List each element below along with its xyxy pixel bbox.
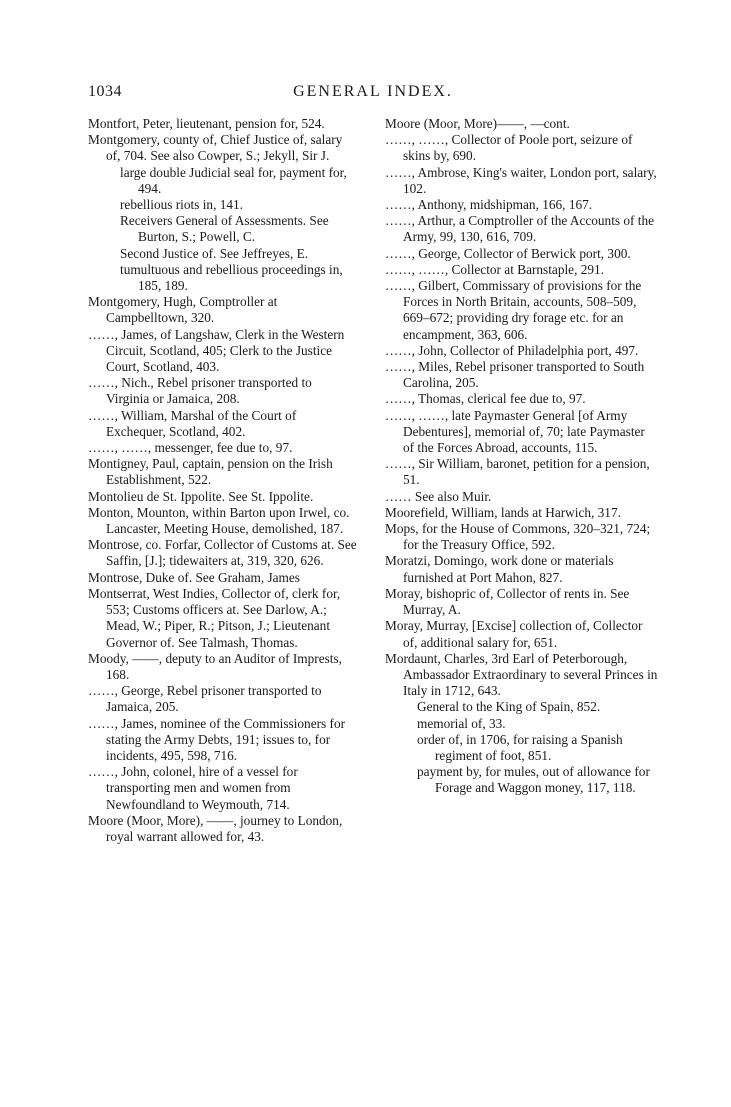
index-subentry: General to the King of Spain, 852.: [417, 699, 601, 715]
index-entry: ……, Thomas, clerical fee due to, 97.: [385, 391, 586, 407]
index-entry: Moray, Murray, [Excise] collection of, Collector of, additional salary for, 651.: [385, 618, 643, 650]
index-subentry: memorial of, 33.: [417, 715, 506, 731]
index-entry: …… See also Muir.: [385, 488, 492, 504]
index-entry: ……, ……, messenger, fee due to, 97.: [88, 440, 293, 456]
index-entry: Moray, bishopric of, Collector of rents in. See Murray, A.: [385, 585, 630, 618]
index-entry: ……, James, nominee of the Commissioners for stating the Army Debts, 191; issues to, for incidents, 495, 598, 716.: [88, 715, 346, 763]
index-entry: Montolieu de St. Ippolite. See St. Ippolite.: [88, 488, 314, 504]
index-subentry: Receivers General of Assessments. See Burton, S.; Powell, C.: [120, 213, 329, 245]
index-entry: ……, Gilbert, Commissary of provisions for the Forces in North Britain, accounts, 508–509, 669–672; providing dry forage etc. for an encampment, 363, 606.: [385, 278, 642, 342]
index-entry: Montserrat, West Indies, Collector of, clerk for, 553; Customs officers at. See Darlow, A.; Mead, W.; Piper, R.; Pitson, J.; Lieutenant Governor of. See Talmash, Thomas.: [88, 585, 341, 650]
right-column: [385, 116, 659, 797]
index-entry: ……, Arthur, a Comptroller of the Accounts of the Army, 99, 130, 616, 709.: [385, 213, 655, 245]
index-entry: ……, Anthony, midshipman, 166, 167.: [385, 197, 593, 213]
index-entry: Montgomery, county of, Chief Justice of, salary of, 704. See also Cowper, S.; Jekyll, Sir J.: [88, 132, 343, 164]
index-entry: Moore (Moor, More)——, —cont.: [385, 116, 570, 131]
index-entry: Montigney, Paul, captain, pension on the Irish Establishment, 522.: [88, 456, 333, 488]
index-entry: Montrose, co. Forfar, Collector of Customs at. See Saffin, [J.]; tidewaiters at, 319, 320, 626.: [88, 537, 357, 569]
index-entry: ……, James, of Langshaw, Clerk in the Western Circuit, Scotland, 405; Clerk to the Justice Court, Scotland, 403.: [88, 326, 345, 375]
index-entry: Monton, Mounton, within Barton upon Irwel, co. Lancaster, Meeting House, demolished, 187.: [88, 504, 350, 537]
index-entry: ……, Sir William, baronet, petition for a pension, 51.: [385, 456, 650, 488]
index-entry: ……, Ambrose, King's waiter, London port, salary, 102.: [385, 164, 657, 196]
index-entry: Montgomery, Hugh, Comptroller at Campbelltown, 320.: [88, 294, 278, 326]
index-entry: ……, Nich., Rebel prisoner transported to Virginia or Jamaica, 208.: [88, 375, 312, 407]
index-entry: ……, ……, Collector of Poole port, seizure of skins by, 690.: [385, 132, 633, 164]
index-entry: ……, William, Marshal of the Court of Exchequer, Scotland, 402.: [88, 407, 297, 439]
index-entry: Moratzi, Domingo, work done or materials furnished at Port Mahon, 827.: [385, 553, 614, 585]
page-header: [88, 83, 658, 105]
index-entry: ……, John, colonel, hire of a vessel for transporting men and women from Newfoundland to Weymouth, 714.: [88, 764, 298, 812]
index-subentry: order of, in 1706, for raising a Spanish regiment of foot, 851.: [417, 731, 623, 763]
index-entry: ……, ……, late Paymaster General [of Army Debentures], memorial of, 70; late Paymaster of the Forces Abroad, accounts, 115.: [385, 407, 645, 456]
index-entry: Moorefield, William, lands at Harwich, 317.: [385, 504, 621, 520]
page-number: 1034: [88, 83, 122, 100]
index-subentry: large double Judicial seal for, payment for, 494.: [120, 164, 347, 196]
index-subentry: rebellious riots in, 141.: [120, 197, 243, 213]
index-entry: Mops, for the House of Commons, 320–321, 724; for the Treasury Office, 592.: [385, 521, 651, 553]
running-title: GENERAL INDEX.: [293, 83, 453, 100]
index-subentry: Second Justice of. See Jeffreyes, E.: [120, 245, 309, 261]
index-subentry: tumultuous and rebellious proceedings in, 185, 189.: [120, 261, 343, 294]
index-entry: ……, John, Collector of Philadelphia port, 497.: [385, 342, 639, 358]
index-entry: Montfort, Peter, lieutenant, pension for, 524.: [88, 116, 325, 131]
index-entry: Moody, ——, deputy to an Auditor of Imprests, 168.: [88, 650, 342, 682]
index-subentry: payment by, for mules, out of allowance for Forage and Waggon money, 117, 118.: [417, 764, 650, 796]
index-entry: ……, ……, Collector at Barnstaple, 291.: [385, 261, 604, 277]
index-entry: Mordaunt, Charles, 3rd Earl of Peterborough, Ambassador Extraordinary to several Princes in Italy in 1712, 643.: [385, 650, 658, 699]
index-entry: ……, Miles, Rebel prisoner transported to South Carolina, 205.: [385, 359, 645, 391]
index-entry: Montrose, Duke of. See Graham, James: [88, 569, 300, 585]
index-entry: ……, George, Rebel prisoner transported to Jamaica, 205.: [88, 683, 322, 715]
left-column: [88, 116, 358, 845]
index-entry: Moore (Moor, More), ——, journey to London, royal warrant allowed for, 43.: [88, 812, 343, 844]
index-entry: ……, George, Collector of Berwick port, 300.: [385, 245, 631, 261]
